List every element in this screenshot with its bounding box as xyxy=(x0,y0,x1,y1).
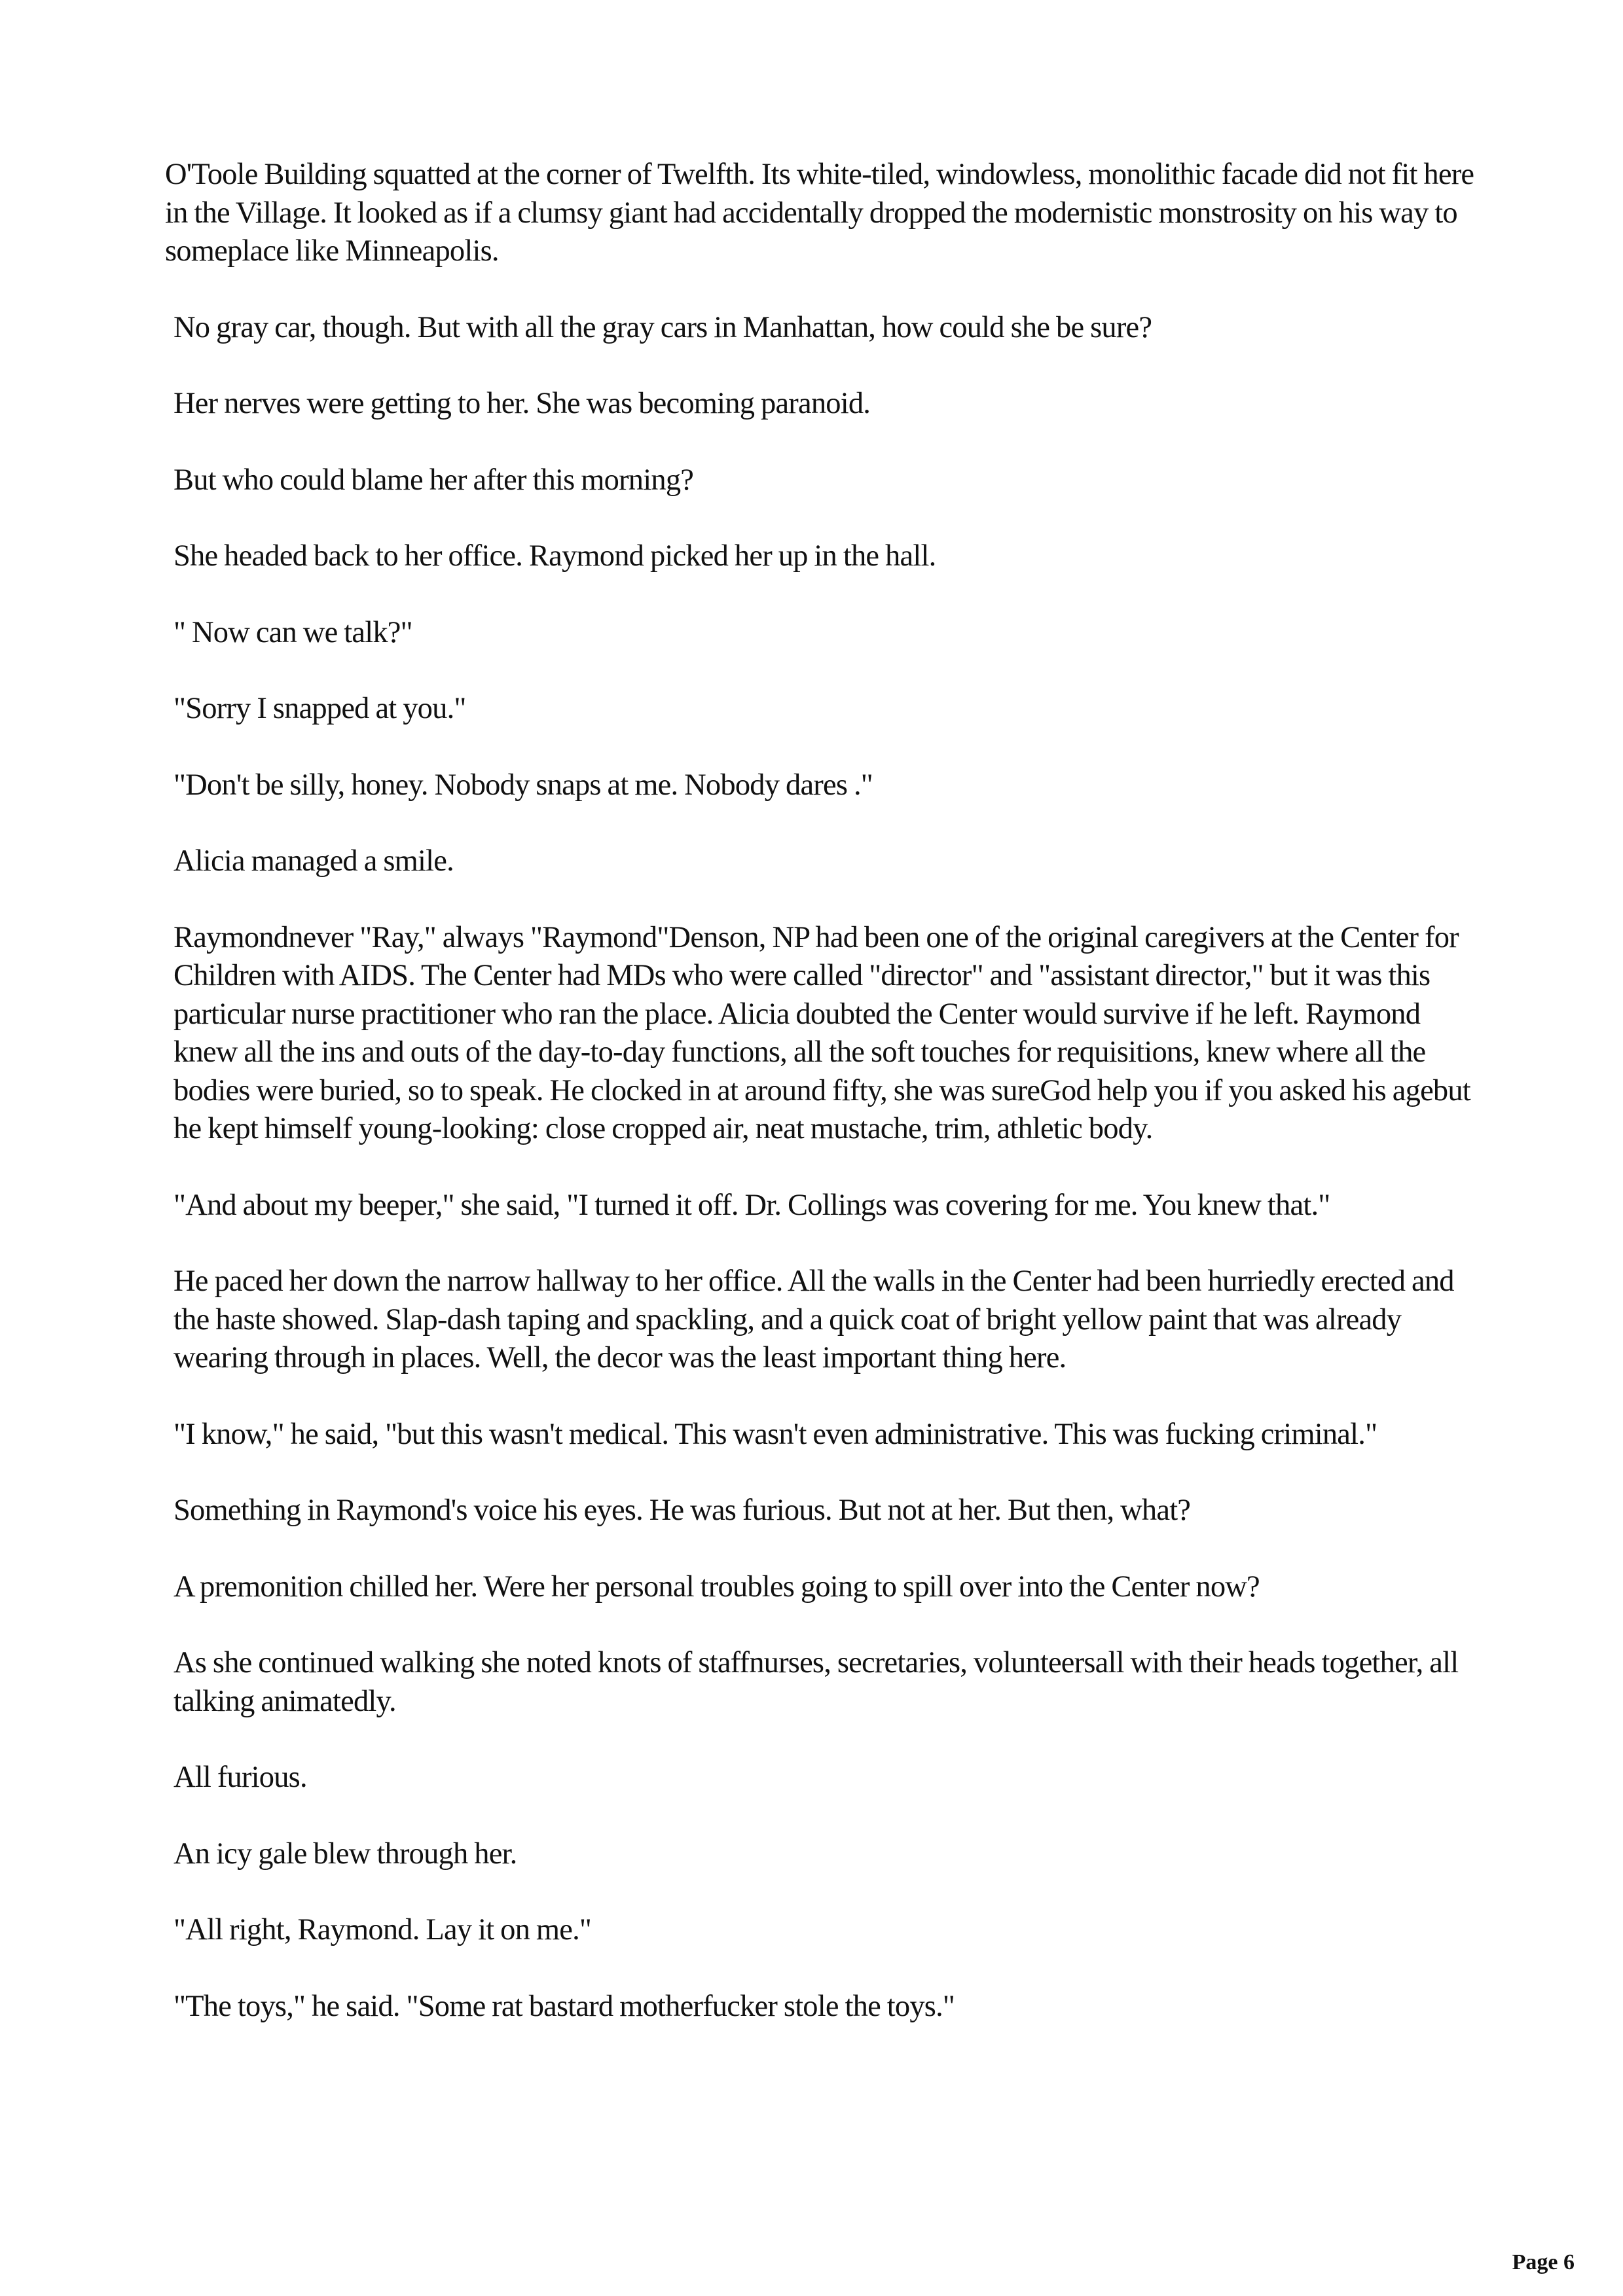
paragraph-15: A premonition chilled her. Were her personal troubles going to spill over into the Center now? xyxy=(173,1570,1260,1604)
paragraph-2: No gray car, though. But with all the gray cars in Manhattan, how could she be sure? xyxy=(173,310,1152,344)
paragraph-5: She headed back to her office. Raymond picked her up in the hall. xyxy=(173,539,936,573)
paragraph-10: Raymondnever "Ray," always "Raymond"Denson, NP had been one of the original caregivers at the Center for Children with AIDS. The Center had MDs who were called "director" and "assistant director," but it was this particular nurse practitioner who ran the place. Alicia doubted the Center would survive if he left. Raymond knew all the ins and outs of the day-to-day functions, all the soft touches for requisitions, knew where all the bodies were buried, so to speak. He clocked in at around fifty, she was sureGod help you if you asked his agebut he kept himself young-looking: close cropped air, neat mustache, trim, athletic body. xyxy=(173,920,1470,1145)
paragraph-19: "All right, Raymond. Lay it on me." xyxy=(173,1913,592,1946)
paragraph-7: "Sorry I snapped at you." xyxy=(173,692,466,725)
paragraph-17: All furious. xyxy=(173,1761,307,1794)
paragraph-14: Something in Raymond's voice his eyes. He was furious. But not at her. But then, what? xyxy=(173,1494,1191,1527)
paragraph-6: " Now can we talk?" xyxy=(173,615,412,649)
paragraph-16: As she continued walking she noted knots of staffnurses, secretaries, volunteersall with their heads together, all talking animatedly. xyxy=(173,1646,1459,1718)
paragraph-8: "Don't be silly, honey. Nobody snaps at me. Nobody dares ." xyxy=(173,768,873,802)
page-body xyxy=(165,156,1481,2064)
paragraph-20: "The toys," he said. "Some rat bastard motherfucker stole the toys." xyxy=(173,1989,955,2023)
paragraph-13: "I know," he said, "but this wasn't medical. This wasn't even administrative. This was fucking criminal." xyxy=(173,1417,1377,1451)
paragraph-3: Her nerves were getting to her. She was becoming paranoid. xyxy=(173,387,871,420)
paragraph-18: An icy gale blew through her. xyxy=(173,1837,517,1871)
paragraph-11: "And about my beeper," she said, "I turned it off. Dr. Collings was covering for me. You knew that." xyxy=(173,1188,1330,1222)
paragraph-9: Alicia managed a smile. xyxy=(173,844,454,878)
paragraph-1: O'Toole Building squatted at the corner of Twelfth. Its white-tiled, windowless, monolithic facade did not fit here in the Village. It looked as if a clumsy giant had accidentally dropped the modernistic monstrosity on his way to someplace like Minneapolis. xyxy=(165,158,1474,268)
paragraph-4: But who could blame her after this morning? xyxy=(173,463,694,497)
paragraph-12: He paced her down the narrow hallway to her office. All the walls in the Center had been hurriedly erected and the haste showed. Slap-dash taping and spackling, and a quick coat of bright yellow paint that was already wearing through in places. Well, the decor was the least important thing here. xyxy=(173,1265,1454,1374)
page-number: Page 6 xyxy=(1512,2250,1575,2274)
